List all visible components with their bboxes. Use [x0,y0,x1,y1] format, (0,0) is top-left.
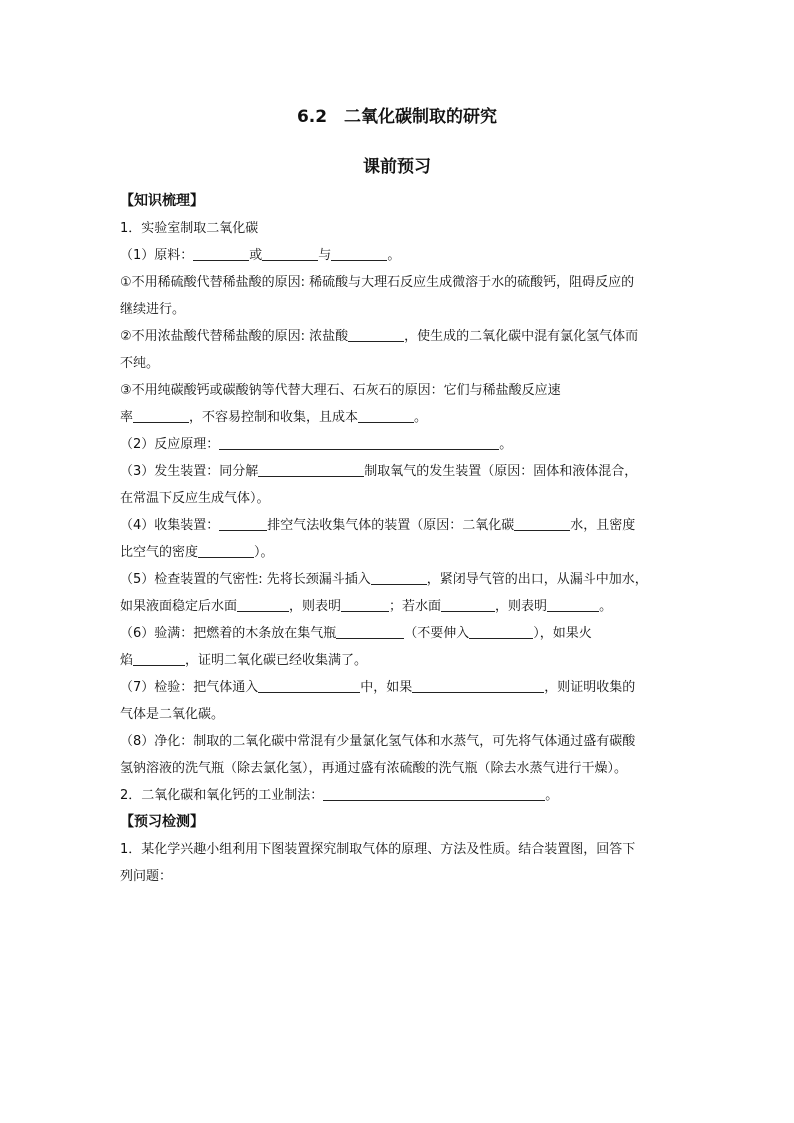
answer-blank[interactable] [348,327,404,342]
text: 。 [414,410,428,425]
text: （6）验满：把燃着的木条放在集气瓶 [120,626,337,641]
answer-blank[interactable] [341,597,389,612]
text: 水，且密度 [570,518,636,533]
page-title: 6.2 二氧化碳制取的研究 [296,107,498,127]
paragraph-collection-line-2 [120,539,676,566]
text: 。 [599,599,613,614]
reason-2-line-2: 不纯。 [120,356,160,371]
text: 比空气的密度 [120,545,199,560]
text: 排空气法收集气体的装置（原因：二氧化碳 [267,518,515,533]
text: （1）原料： [120,248,194,263]
text: 率 [120,410,134,425]
answer-blank[interactable] [198,543,254,558]
reason-3-line-2 [120,404,676,431]
paragraph-materials [120,242,676,269]
answer-blank[interactable] [262,246,318,261]
text: （2）反应原理： [120,437,220,452]
answer-blank[interactable] [237,597,289,612]
answer-blank[interactable] [258,678,360,693]
section-heading-preview-check: 【预习检测】 [120,814,204,830]
text: （不要伸入 [404,626,470,641]
paragraph-full-check-line-1 [120,620,676,647]
document-body [120,188,676,890]
reason-1-line-2: 继续进行。 [120,302,186,317]
test-question-1-line-1: 1．某化学兴趣小组利用下图装置探究制取气体的原理、方法及性质。结合装置图，回答下 [120,842,636,857]
answer-blank[interactable] [371,570,427,585]
text: （4）收集装置： [120,518,220,533]
text: ），如果火 [533,626,592,641]
paragraph-apparatus-line-2: 在常温下反应生成气体）。 [120,491,270,506]
reason-2-line-1 [120,323,676,350]
text: ）。 [254,545,274,560]
text: （5）检查装置的气密性: 先将长颈漏斗插入 [120,572,371,587]
text: 。 [545,788,559,803]
text: ②不用浓盐酸代替稀盐酸的原因: 浓盐酸 [120,329,349,344]
paragraph-airtightness-line-2 [120,593,676,620]
paragraph-full-check-line-2 [120,647,676,674]
text: ，不容易控制和收集，且成本 [189,410,359,425]
text: ，则证明收集的 [544,680,636,695]
reason-1-line-1: ①不用稀硫酸代替稀盐酸的原因: 稀硫酸与大理石反应生成微溶于水的硫酸钙，阻碍反应的 [120,275,635,290]
text: 中，如果 [360,680,413,695]
text: 与 [318,248,332,263]
text: ，使生成的二氧化碳中混有氯化氢气体而 [404,329,639,344]
paragraph-test-line-1 [120,674,676,701]
text: 如果液面稳定后水面 [120,599,238,614]
text: ，证明二氧化碳已经收集满了。 [185,653,368,668]
question-2 [120,782,676,809]
answer-blank[interactable] [412,678,544,693]
test-question-1-line-2: 列问题： [120,869,173,884]
answer-blank[interactable] [323,786,545,801]
text: 制取氧气的发生装置（原因：固体和液体混合， [364,464,638,479]
text: 。 [387,248,401,263]
answer-blank[interactable] [358,408,414,423]
paragraph-collection-line-1 [120,512,676,539]
answer-blank[interactable] [331,246,387,261]
answer-blank[interactable] [219,516,267,531]
text: ，则表明 [289,599,342,614]
paragraph-reaction [120,431,676,458]
paragraph-airtightness-line-1 [120,566,676,593]
question-1-heading: 1．实验室制取二氧化碳 [120,221,259,236]
answer-blank[interactable] [441,597,495,612]
text: 2．二氧化碳和氧化钙的工业制法： [120,788,324,803]
answer-blank[interactable] [258,462,364,477]
page-subtitle: 课前预习 [363,157,431,177]
text: （7）检验：把气体通入 [120,680,259,695]
answer-blank[interactable] [193,246,249,261]
paragraph-apparatus-line-1 [120,458,676,485]
answer-blank[interactable] [469,624,533,639]
answer-blank[interactable] [219,435,499,450]
answer-blank[interactable] [133,651,185,666]
answer-blank[interactable] [133,408,189,423]
reason-3-line-1: ③不用纯碳酸钙或碳酸钠等代替大理石、石灰石的原因：它们与稀盐酸反应速 [120,383,561,398]
text: 。 [499,437,513,452]
text: ；若水面 [389,599,442,614]
paragraph-purify-line-1: （8）净化：制取的二氧化碳中常混有少量氯化氢气体和水蒸气，可先将气体通过盛有碳酸 [120,734,636,749]
text: 或 [249,248,263,263]
text: ，则表明 [495,599,548,614]
answer-blank[interactable] [547,597,599,612]
section-heading-knowledge: 【知识梳理】 [120,193,204,209]
answer-blank[interactable] [336,624,404,639]
text: 焰 [120,653,134,668]
paragraph-test-line-2: 气体是二氧化碳。 [120,707,225,722]
answer-blank[interactable] [514,516,570,531]
text: （3）发生装置：同分解 [120,464,259,479]
text: ，紧闭导气管的出口，从漏斗中加水， [426,572,648,587]
paragraph-purify-line-2: 氢钠溶液的洗气瓶（除去氯化氢），再通过盛有浓硫酸的洗气瓶（除去水蒸气进行干燥）。 [120,761,628,776]
